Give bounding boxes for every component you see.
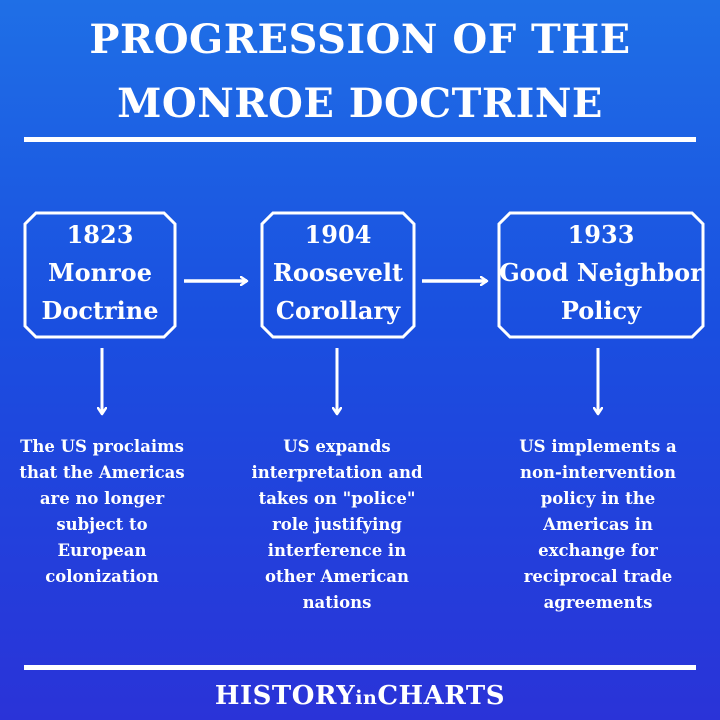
description-line: colonization (45, 567, 159, 586)
stage-label-1823 (23, 211, 177, 335)
description-line: that the Americas (19, 463, 185, 482)
stage-description-1904 (245, 434, 429, 616)
stage-label-1904 (261, 211, 415, 335)
title-line-1: PROGRESSION OF THE (89, 16, 631, 63)
stage-name-line-1: Roosevelt (272, 258, 404, 287)
brand-part-charts: CHARTS (377, 681, 506, 711)
stage-name-line-1: Monroe (48, 258, 152, 287)
stage-name-line-2: Doctrine (41, 296, 159, 325)
description-line: nations (302, 593, 372, 612)
stage-year: 1933 (567, 220, 635, 249)
stage-label-1933 (501, 211, 701, 335)
description-line: US expands (283, 437, 391, 456)
description-line: are no longer (39, 489, 165, 508)
description-line: agreements (543, 593, 653, 612)
description-line: exchange for (538, 541, 658, 560)
description-line: US implements a (519, 437, 677, 456)
description-line: role justifying (272, 515, 402, 534)
description-line: non-intervention (520, 463, 676, 482)
stage-year: 1823 (66, 220, 134, 249)
description-line: takes on "police" (258, 489, 416, 508)
stage-name-line-1: Good Neighbor (499, 258, 703, 287)
title-line-2: MONROE DOCTRINE (117, 80, 603, 127)
brand-logo (0, 676, 720, 718)
stage-name-line-2: Policy (560, 296, 642, 325)
description-line: other American (264, 567, 409, 586)
description-line: interference in (267, 541, 407, 560)
brand-part-history: HISTORY (214, 681, 356, 711)
bottom-divider (24, 665, 696, 670)
stage-year: 1904 (304, 220, 372, 249)
description-line: interpretation and (251, 463, 423, 482)
brand-part-in: in (355, 687, 378, 709)
stage-description-1933 (506, 434, 690, 616)
stage-name-line-2: Corollary (275, 296, 401, 325)
description-line: reciprocal trade (523, 567, 673, 586)
description-line: The US proclaims (20, 437, 184, 456)
description-line: policy in the (540, 489, 656, 508)
stage-description-1823 (10, 434, 194, 590)
description-line: Americas in (543, 515, 653, 534)
description-line: subject to European (56, 515, 148, 560)
